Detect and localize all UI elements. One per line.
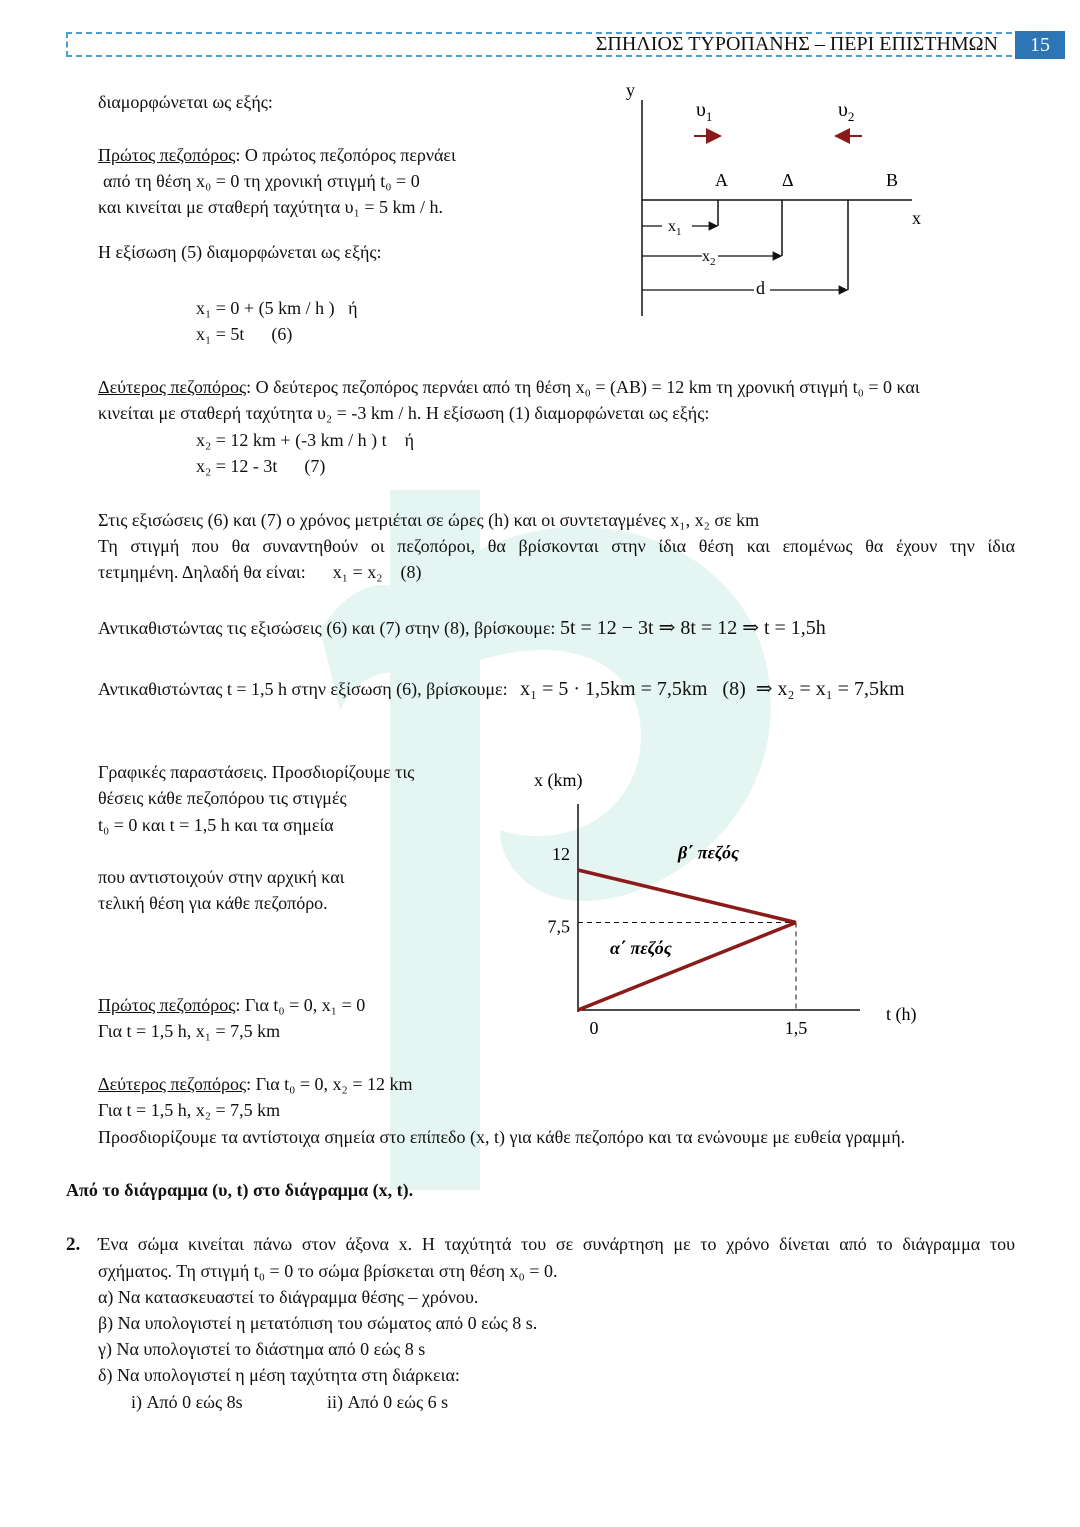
first-points-label: Πρώτος πεζοπόρος [98,995,236,1015]
second-walker-eq2: x₂ = 12 - 3t (7) [196,456,326,476]
graph-text-2: θέσεις κάθε πεζοπόρου τις στιγμές [98,788,347,808]
first-walker-line1: Πρώτος πεζοπόρος: Ο πρώτος πεζοπόρος περνάει [98,145,456,165]
exercise-part-b: β) Να υπολογιστεί η μετατόπιση του σώματος από 0 εώς 8 s. [98,1313,538,1333]
x2-label: $x_2$ [702,248,716,268]
meeting-text: Τη στιγμή που θα συναντηθούν οι πεζοπόροι, θα βρίσκονται στην ίδια θέση και επομένως θα έχουν την ίδια [98,536,1015,556]
point-a-label: Α [715,170,728,190]
substitution-2: Αντικαθιστώντας t = 1,5 h στην εξίσωση (6), βρίσκουμε: x₁ = 5 · 1,5km = 7,5km (8) ⇒ x₂ = x₁ = 7,5km [98,678,905,700]
point-d-label: Δ [782,170,794,190]
second-walker-eq1: x₂ = 12 km + (-3 km / h ) t ή [196,430,414,450]
second-points-line1: Δεύτερος πεζοπόρος: Για t₀ = 0, x₂ = 12 km [98,1074,413,1094]
d-label: d [756,278,765,298]
series-line-2 [578,870,796,923]
second-points-line2: Για t = 1,5 h, x₂ = 7,5 km [98,1100,281,1120]
second-points-label: Δεύτερος πεζοπόρος [98,1074,247,1094]
first-points-line1: Πρώτος πεζοπόρος: Για t₀ = 0, x₁ = 0 [98,995,366,1015]
exercise-part-d: δ) Να υπολογιστεί η μέση ταχύτητα στη διάρκεια: [98,1365,460,1385]
first-walker-eq1: x₁ = 0 + (5 km / h ) ή [196,298,358,318]
v1-label: $\upsilon_1$ [696,99,713,124]
exercise-line2: σχήματος. Τη στιγμή t₀ = 0 το σώμα βρίσκεται στη θέση x₀ = 0. [98,1261,558,1281]
position-time-chart [520,762,940,1052]
series-label-1: α΄ πεζός [610,938,672,958]
x1-label: $x_1$ [668,218,682,238]
position-diagram [610,78,940,323]
x-tick-label-2: 1,5 [784,1018,808,1038]
v2-label: $\upsilon_2$ [838,99,855,124]
exercise-line1: Ένα σώμα κινείται πάνω στον άξονα x. Η ταχύτητά του σε συνάρτηση με το χρόνο δίνεται από το διάγραμμα του [98,1234,1015,1254]
page-number: 15 [1015,31,1065,59]
meeting-condition: τετμημένη. Δηλαδή θα είναι: x₁ = x₂ (8) [98,562,422,582]
second-walker-line2: κινείται με σταθερή ταχύτητα υ₂ = -3 km / h. Η εξίσωση (1) διαμορφώνεται ως εξής: [98,403,710,423]
series-label-2: β΄ πεζός [678,842,739,863]
first-walker-eq-intro: Η εξίσωση (5) διαμορφώνεται ως εξής: [98,242,382,262]
diagram-y-label: y [626,80,635,100]
header-title: ΣΠΗΛΙΟΣ ΤΥΡΟΠΑΝΗΣ – ΠΕΡΙ ΕΠΙΣΤΗΜΩΝ [595,33,998,55]
exercise-part-d-i: i) Από 0 εώς 8s [131,1392,243,1412]
diagram-x-label: x [912,208,921,228]
substitution-1: Αντικαθιστώντας τις εξισώσεις (6) και (7) στην (8), βρίσκουμε: 5t = 12 − 3t ⇒ 8t = 12 ⇒ t = 1,5h [98,617,826,639]
exercise-number: 2. [66,1234,81,1255]
first-walker-line2: από τη θέση x₀ = 0 τη χρονική στιγμή t₀ = 0 [103,171,420,191]
point-b-label: Β [886,170,899,190]
graph-text-4: που αντιστοιχούν στην αρχική και [98,867,345,887]
second-points-line3: Προσδιορίζουμε τα αντίστοιχα σημεία στο επίπεδο (x, t) για κάθε πεζοπόρο και τα ενώνουμε με ευθεία γραμμή. [98,1127,906,1147]
x-tick-label-1: 0 [589,1018,599,1038]
substitution-1-math: 5t = 12 − 3t ⇒ 8t = 12 ⇒ t = 1,5h [559,617,826,639]
series-line-1 [578,923,796,1011]
exercise-part-d-ii: ii) Από 0 εώς 6 s [327,1392,449,1412]
graph-text-5: τελική θέση για κάθε πεζοπόρο. [98,893,328,913]
second-walker-label: Δεύτερος πεζοπόρος [98,377,247,397]
section-title: Από το διάγραμμα (υ, t) στο διάγραμμα (x, t). [66,1180,414,1200]
y-tick-label-1: 12 [552,844,570,864]
graph-text-1: Γραφικές παραστάσεις. Προσδιορίζουμε τις [98,762,415,782]
units-text: Στις εξισώσεις (6) και (7) ο χρόνος μετριέται σε ώρες (h) και οι συντεταγμένες x₁, x₂ σε km [98,510,760,530]
first-walker-line3: και κινείται με σταθερή ταχύτητα υ₁ = 5 km / h. [98,197,444,217]
exercise-part-c: γ) Να υπολογιστεί το διάστημα από 0 εώς 8 s [98,1339,426,1359]
graph-text-3: t₀ = 0 και t = 1,5 h και τα σημεία [98,815,334,835]
substitution-2-math: x₁ = 5 · 1,5km = 7,5km (8) ⇒ x₂ = x₁ = 7,5km [520,678,905,700]
chart-x-label: t (h) [886,1004,917,1024]
first-walker-eq2: x₁ = 5t (6) [196,324,293,344]
first-points-line2: Για t = 1,5 h, x₁ = 7,5 km [98,1021,281,1041]
exercise-part-a: α) Να κατασκευαστεί το διάγραμμα θέσης – χρόνου. [98,1287,479,1307]
chart-y-label: x (km) [534,770,583,790]
intro-text: διαμορφώνεται ως εξής: [98,92,273,112]
first-walker-label: Πρώτος πεζοπόρος [98,145,236,165]
y-tick-label-2: 7,5 [547,916,570,937]
second-walker-line1: Δεύτερος πεζοπόρος: Ο δεύτερος πεζοπόρος περνάει από τη θέση x₀ = (ΑΒ) = 12 km τη χρονική στιγμή t₀ = 0 και [98,377,920,397]
